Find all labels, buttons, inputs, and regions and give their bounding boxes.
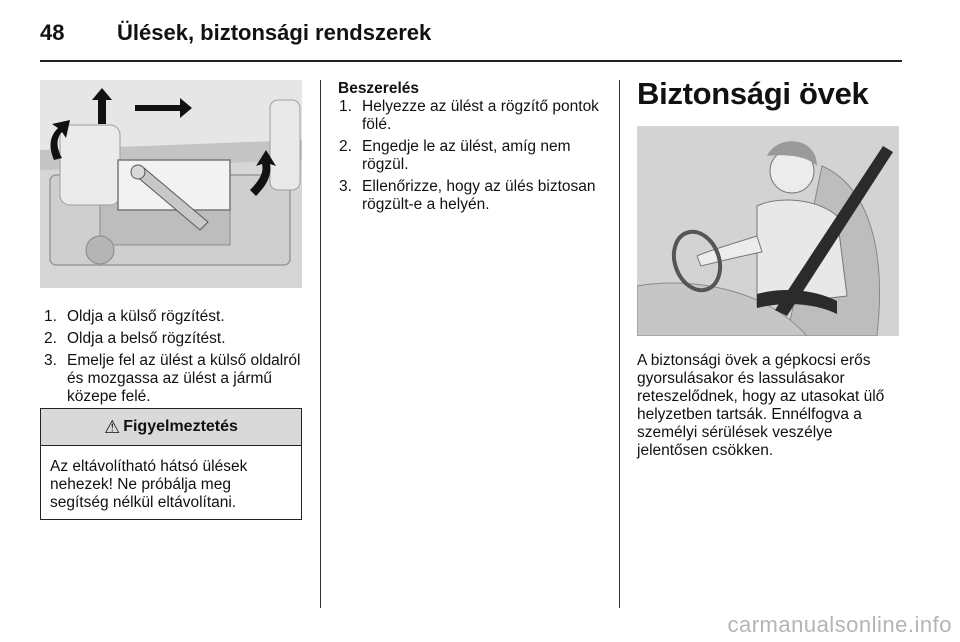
installation-subheading: Beszerelés — [338, 80, 420, 97]
seat-removal-illustration — [40, 80, 302, 288]
list-item: 2. Oldja a belső rögzítést. — [44, 330, 226, 347]
seat-belts-paragraph: A biztonsági övek a gépkocsi erős gyorsulásakor és lassulásakor reteszelődnek, hogy az utasokat ülő helyzetben tartsák. Ennélfogva a személyi sérülések veszélye jelentősen csökken. — [637, 352, 885, 459]
warning-triangle-icon: ⚠ — [104, 416, 121, 437]
warning-box — [40, 408, 302, 520]
section-title: Ülések, biztonsági rendszerek — [117, 20, 432, 45]
warning-text: Az eltávolítható hátsó ülések nehezek! Ne próbálja meg segítség nélkül eltávolítani. — [50, 458, 248, 511]
warning-header — [41, 409, 301, 446]
column-divider-left — [320, 80, 321, 608]
list-item: 1. Oldja a külső rögzítést. — [44, 308, 225, 325]
list-item: 3. Ellenőrizze, hogy az ülés biztosan rögzült-e a helyén. — [339, 178, 596, 213]
column-divider-right — [619, 80, 620, 608]
installation-steps-list — [337, 98, 609, 218]
list-item: 1. Helyezze az ülést a rögzítő pontok fölé. — [339, 98, 599, 133]
warning-title: Figyelmeztetés — [123, 418, 238, 435]
seat-belt-illustration — [637, 126, 899, 336]
list-item: 3. Emelje fel az ülést a külső oldalról és mozgassa az ülést a jármű közepe felé. — [44, 352, 301, 405]
watermark: carmanualsonline.info — [727, 612, 952, 637]
header-divider — [40, 60, 902, 62]
page-number: 48 — [40, 20, 65, 45]
list-item: 2. Engedje le az ülést, amíg nem rögzül. — [339, 138, 571, 173]
seat-belts-heading: Biztonsági övek — [637, 76, 869, 111]
removal-steps-list — [42, 308, 310, 410]
page-header — [40, 14, 902, 58]
